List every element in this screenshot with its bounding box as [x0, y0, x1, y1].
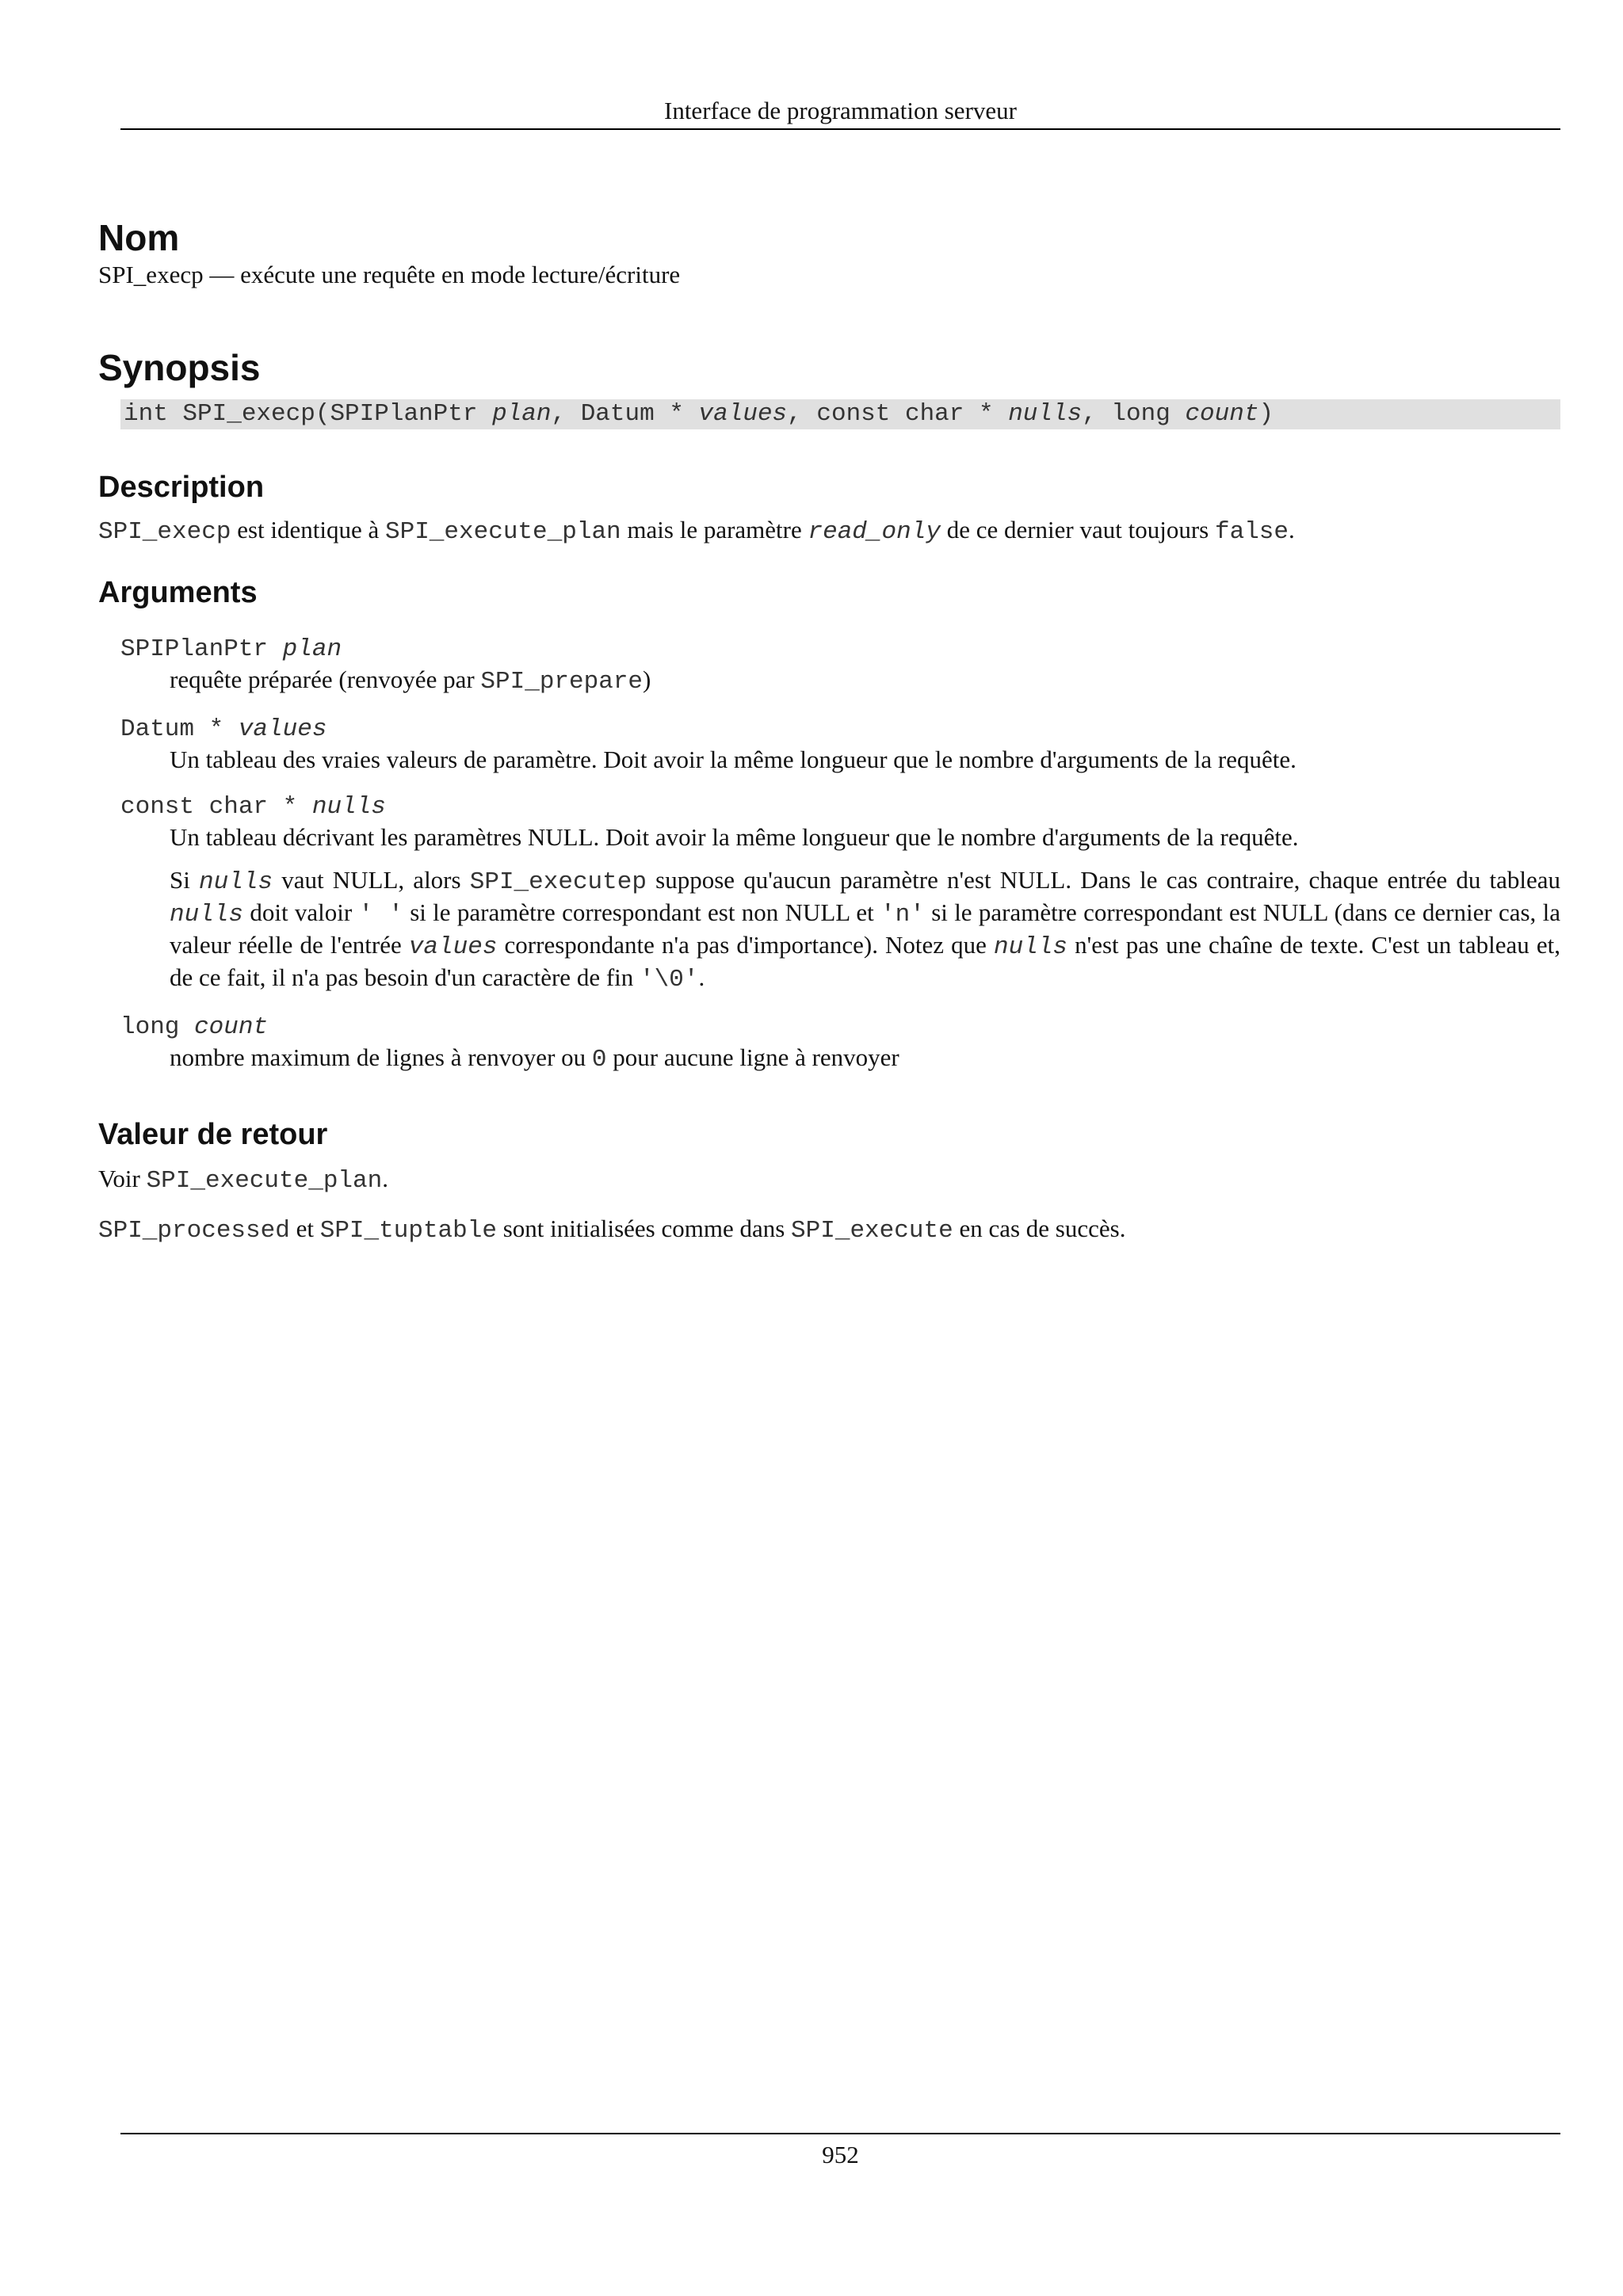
- code-false: false: [1214, 518, 1289, 546]
- argument-type: SPIPlanPtr: [120, 635, 283, 663]
- argument-name: count: [194, 1013, 269, 1041]
- argument-definition: [170, 665, 1560, 697]
- argument-term: [120, 635, 1560, 665]
- text-run: si le paramètre correspondant est NULL (dans ce dernier cas, la valeur réelle de l'entrée: [170, 898, 1560, 959]
- code-values: values: [408, 933, 498, 961]
- text-run: mais le paramètre: [621, 516, 808, 543]
- code-read-only: read_only: [808, 518, 941, 546]
- synopsis-code: [120, 399, 1560, 429]
- text-run: sont initialisées comme dans: [496, 1215, 792, 1242]
- argument-name: values: [238, 715, 327, 743]
- synopsis-param-values: values: [698, 400, 788, 428]
- section-arguments: [98, 574, 1560, 1075]
- code-spi-execute-plan: SPI_execute_plan: [146, 1167, 383, 1195]
- function-summary: — exécute une requête en mode lecture/écriture: [209, 261, 681, 288]
- argument-count: [120, 1013, 1560, 1075]
- argument-plan: [120, 635, 1560, 697]
- page-number: 952: [822, 2141, 859, 2168]
- synopsis-part: , long: [1082, 400, 1186, 428]
- text-run: pour aucune ligne à renvoyer: [606, 1043, 899, 1071]
- code-n-char: 'n': [880, 901, 925, 929]
- argument-nulls: [120, 792, 1560, 995]
- argument-nulls-details: [170, 865, 1560, 995]
- synopsis-heading: Synopsis: [98, 347, 261, 388]
- code-nulls: nulls: [199, 868, 273, 896]
- page-header-title: Interface de programmation serveur: [664, 97, 1017, 124]
- synopsis-param-plan: plan: [492, 400, 552, 428]
- code-space-char: ' ': [358, 901, 403, 929]
- code-spi-execute-plan: SPI_execute_plan: [385, 518, 621, 546]
- text-run: requête préparée (renvoyée par: [170, 666, 481, 693]
- return-value-line-1: [98, 1164, 1560, 1196]
- nom-heading: Nom: [98, 217, 180, 258]
- code-spi-execp: SPI_execp: [98, 518, 231, 546]
- code-nulls: nulls: [170, 901, 244, 929]
- synopsis-part: , const char *: [787, 400, 1009, 428]
- text-run: .: [1289, 516, 1295, 543]
- argument-term: [120, 715, 1560, 745]
- code-spi-executep: SPI_executep: [469, 868, 647, 896]
- text-run: de ce dernier vaut toujours: [940, 516, 1215, 543]
- text-run: est identique à: [231, 516, 385, 543]
- synopsis-param-nulls: nulls: [1008, 400, 1083, 428]
- code-zero: 0: [591, 1046, 607, 1074]
- argument-term: [120, 792, 1560, 822]
- text-run: .: [698, 963, 705, 991]
- text-run: Si: [170, 866, 200, 894]
- text-run: nombre maximum de lignes à renvoyer ou: [170, 1043, 592, 1071]
- page-header: [120, 95, 1560, 130]
- code-spi-prepare: SPI_prepare: [480, 668, 643, 696]
- function-name: SPI_execp: [98, 261, 204, 288]
- code-spi-tuptable: SPI_tuptable: [319, 1217, 497, 1245]
- argument-type: const char *: [120, 793, 312, 821]
- text-run: .: [382, 1165, 388, 1192]
- text-run: doit valoir: [243, 898, 359, 926]
- synopsis-part: int SPI_execp(SPIPlanPtr: [124, 400, 493, 428]
- argument-type: Datum *: [120, 715, 239, 743]
- text-run: vaut NULL, alors: [273, 866, 470, 894]
- description-text: [98, 515, 1560, 547]
- argument-definition: Un tableau des vraies valeurs de paramètre. Doit avoir la même longueur que le nombre d'arguments de la requête.: [170, 746, 1296, 773]
- text-run: et: [289, 1215, 320, 1242]
- text-run: suppose qu'aucun paramètre n'est NULL. Dans le cas contraire, chaque entrée du tableau: [646, 866, 1560, 894]
- argument-definition: [170, 1043, 1560, 1075]
- argument-type: long: [120, 1013, 195, 1041]
- argument-term: [120, 1013, 1560, 1043]
- text-run: correspondante n'a pas d'importance). Notez que: [497, 931, 994, 959]
- arguments-heading: Arguments: [98, 576, 258, 609]
- code-spi-processed: SPI_processed: [98, 1217, 290, 1245]
- text-run: Voir: [98, 1165, 147, 1192]
- text-run: ): [643, 666, 651, 693]
- argument-name: plan: [282, 635, 342, 663]
- argument-values: [120, 715, 1560, 775]
- synopsis-part: ): [1258, 400, 1274, 428]
- document-content: [98, 215, 1560, 1246]
- section-nom: [98, 215, 1560, 290]
- description-heading: Description: [98, 471, 265, 504]
- section-description: [98, 469, 1560, 547]
- text-run: en cas de succès.: [953, 1215, 1126, 1242]
- section-synopsis: [98, 345, 1560, 429]
- return-value-heading: Valeur de retour: [98, 1118, 328, 1151]
- return-value-line-2: [98, 1214, 1560, 1246]
- text-run: n'est pas une chaîne de texte. C'est un tableau et, de ce fait, il n'a pas besoin d'un caractère de fin: [170, 931, 1561, 991]
- argument-definition: Un tableau décrivant les paramètres NULL. Doit avoir la même longueur que le nombre d'arguments de la requête.: [170, 823, 1299, 851]
- synopsis-part: , Datum *: [551, 400, 699, 428]
- nom-line: [98, 260, 1560, 290]
- page-footer: [120, 2133, 1560, 2171]
- code-null-terminator: '\0': [640, 966, 699, 994]
- code-nulls: nulls: [994, 933, 1068, 961]
- text-run: si le paramètre correspondant est non NULL et: [403, 898, 881, 926]
- code-spi-execute: SPI_execute: [791, 1217, 953, 1245]
- argument-name: nulls: [311, 793, 386, 821]
- section-return-value: [98, 1116, 1560, 1246]
- synopsis-param-count: count: [1185, 400, 1259, 428]
